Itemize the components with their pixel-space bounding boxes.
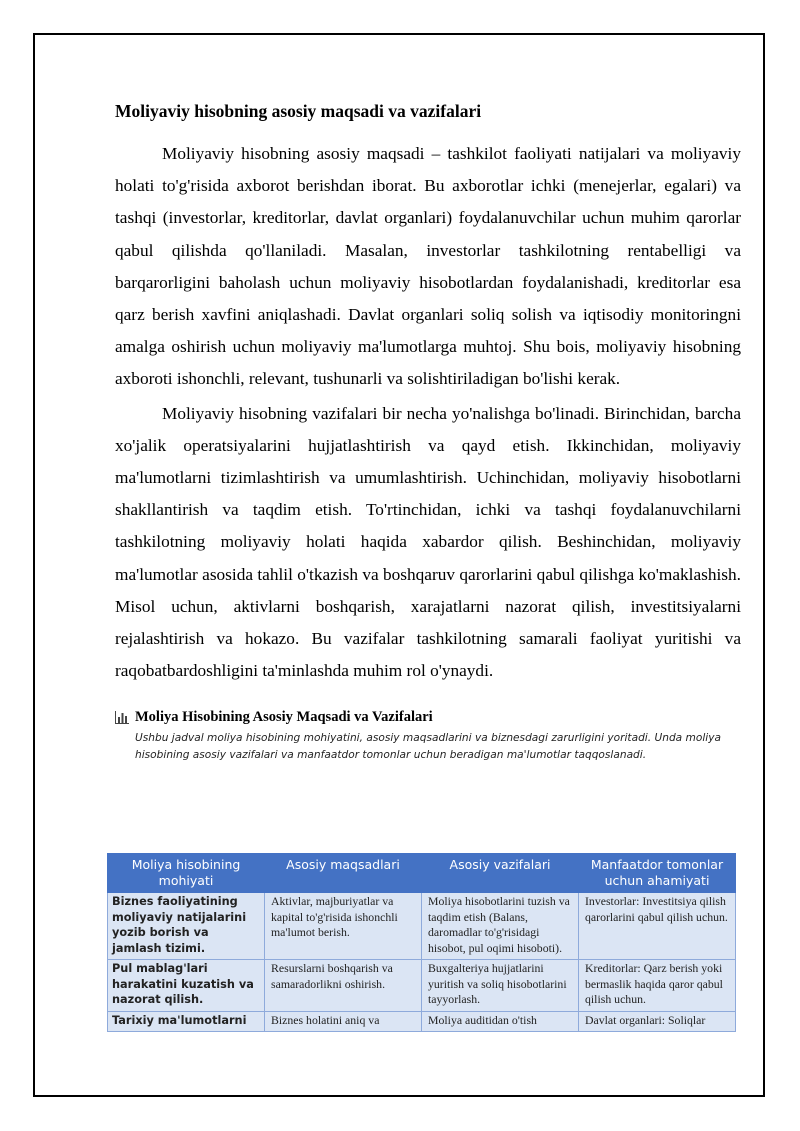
table-cell: Resurslarni boshqarish va samaradorlikni oshirish. (265, 960, 422, 1012)
info-table (107, 853, 736, 1032)
table-cell: Moliya hisobotlarini tuzish va taqdim etish (Balans, daromadlar to'g'risidagi hisobot, pul oqimi hisoboti). (422, 893, 579, 960)
table-header-row (108, 854, 736, 893)
table-title (115, 709, 741, 726)
table-cell: Moliya auditidan o'tish (422, 1011, 579, 1032)
table-cell: Kreditorlar: Qarz berish yoki bermaslik haqida qaror qabul qilish uchun. (579, 960, 736, 1012)
table-title-text: Moliya Hisobining Asosiy Maqsadi va Vazifalari (135, 709, 433, 726)
table-cell: Davlat organlari: Soliqlar (579, 1011, 736, 1032)
table-caption: Ushbu jadval moliya hisobining mohiyatini, asosiy maqsadlarini va biznesdagi zarurligini yoritadi. Unda moliya hisobining asosiy vazifalari va manfaatdor tomonlar uchun beradigan ma'lumotlar taqqoslanadi. (135, 732, 721, 762)
table-row (108, 960, 736, 1012)
column-header: Moliya hisobining mohiyati (108, 854, 265, 893)
table-row (108, 893, 736, 960)
document-body (115, 96, 741, 770)
table-cell: Biznes faoliyatining moliyaviy natijalarini yozib borish va jamlash tizimi. (108, 893, 265, 960)
section-heading: Moliyaviy hisobning asosiy maqsadi va vazifalari (115, 101, 482, 121)
table-cell: Aktivlar, majburiyatlar va kapital to'g'risida ishonchli ma'lumot berish. (265, 893, 422, 960)
table-cell: Investorlar: Investitsiya qilish qarorlarini qabul qilish uchun. (579, 893, 736, 960)
paragraph: Moliyaviy hisobning vazifalari bir necha yo'nalishga bo'linadi. Birinchidan, barcha xo'jalik operatsiyalarini hujjatlashtirish va qayd etish. Ikkinchidan, moliyaviy ma'lumotlarni tizimlashtirish va umumlashtirish. Uchinchidan, moliyaviy hisobotlarni shakllantirish va taqdim etish. To'rtinchidan, ichki va tashqi foydalanuvchilarni tashkilotning moliyaviy holati haqida xabardor qilish. Beshinchidan, moliyaviy ma'lumotlar asosida tahlil o'tkazish va boshqaruv qarorlarini qabul qilishga ko'maklashish. Misol uchun, aktivlarni boshqarish, xarajatlarni nazorat qilish, investitsiyalarni rejalashtirish va hokazo. Bu vazifalar tashkilotning samarali faoliyat yuritishi va raqobatbardoshligini ta'minlashda muhim rol o'ynaydi. (115, 403, 741, 681)
column-header: Manfaatdor tomonlar uchun ahamiyati (579, 854, 736, 893)
bar-chart-icon (115, 711, 129, 724)
table-cell: Biznes holatini aniq va (265, 1011, 422, 1032)
table-row (108, 1011, 736, 1032)
column-header: Asosiy maqsadlari (265, 854, 422, 893)
table-cell: Buxgalteriya hujjatlarini yuritish va soliq hisobotlarini tayyorlash. (422, 960, 579, 1012)
column-header: Asosiy vazifalari (422, 854, 579, 893)
table-cell: Tarixiy ma'lumotlarni (108, 1011, 265, 1032)
paragraph: Moliyaviy hisobning asosiy maqsadi – tashkilot faoliyati natijalari va moliyaviy holati to'g'risida axborot berishdan iborat. Bu axborotlar ichki (menejerlar, egalari) va tashqi (investorlar, kreditorlar, davlat organlari) foydalanuvchilar uchun muhim qarorlar qabul qilishda qo'llaniladi. Masalan, investorlar tashkilotning rentabelligi va barqarorligini baholash uchun moliyaviy hisobotlardan foydalanishadi, kreditorlar esa qarz berish xavfini aniqlashadi. Davlat organlari soliq solish va iqtisodiy monitoringni amalga oshirish uchun moliyaviy ma'lumotlarga muhtoj. Shu bois, moliyaviy hisobning axboroti ishonchli, relevant, tushunarli va solishtiriladigan bo'lishi kerak. (115, 144, 741, 389)
table-cell: Pul mablag'lari harakatini kuzatish va nazorat qilish. (108, 960, 265, 1012)
